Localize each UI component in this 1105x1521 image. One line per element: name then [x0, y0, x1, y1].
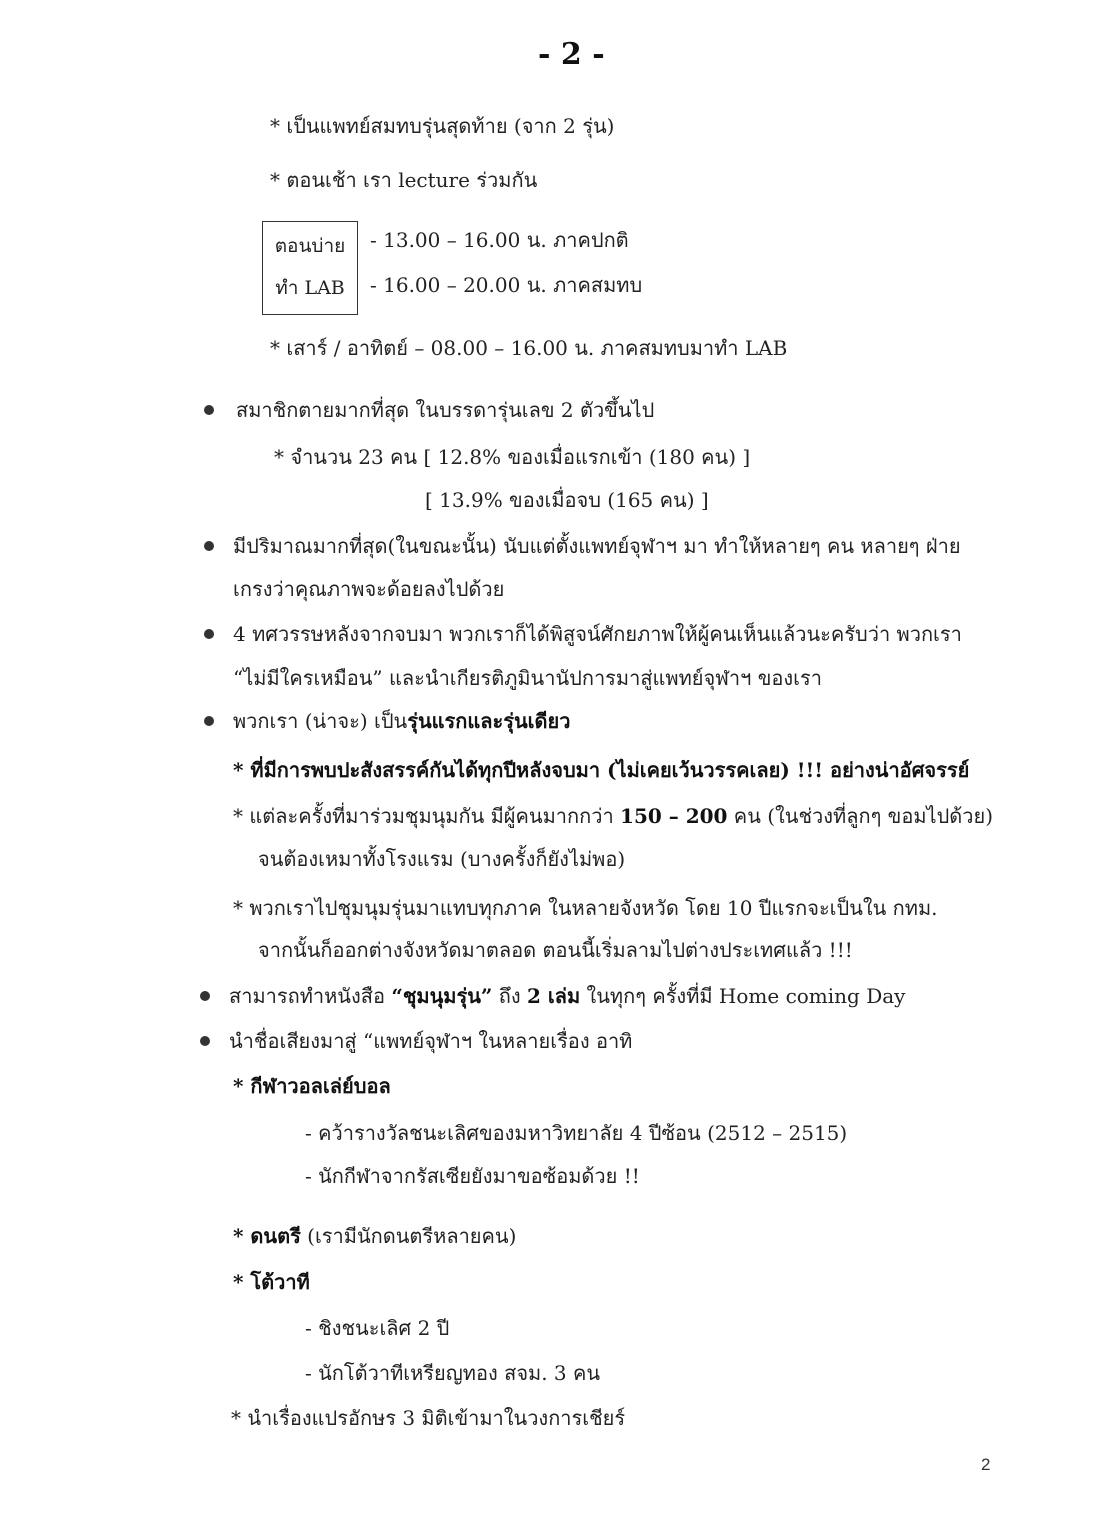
bullet-2-line-2: เกรงว่าคุณภาพจะด้อยลงไปด้วย	[233, 577, 505, 601]
bullet-dot	[204, 541, 214, 551]
debate-item-1: - ชิงชนะเลิศ 2 ปี	[305, 1316, 450, 1340]
bullet-dot	[204, 405, 214, 415]
cheer-line: * นำเรื่องแปรอักษร 3 มิติเข้ามาในวงการเชียร์	[231, 1406, 626, 1430]
schedule-regular: - 13.00 – 16.00 น. ภาคปกติ	[370, 228, 629, 252]
bullet-4-sub-2-line-2: จนต้องเหมาทั้งโรงแรม (บางครั้งก็ยังไม่พอ)	[258, 847, 626, 871]
music-heading: * ดนตรี	[233, 1224, 301, 1248]
bullet-dot	[200, 1036, 210, 1046]
bullet-4-sub-2	[233, 803, 993, 829]
bullet-4-sub-1: * ที่มีการพบปะสังสรรค์กันได้ทุกปีหลังจบมา (ไม่เคยเว้นวรรคเลย) !!! อย่างน่าอัศจรรย์	[233, 758, 970, 782]
bullet-dot	[204, 629, 214, 639]
bullet-dot	[200, 991, 210, 1001]
music-line	[233, 1223, 516, 1249]
schedule-extra: - 16.00 – 20.00 น. ภาคสมทบ	[370, 273, 643, 297]
bullet-5-pre: สามารถทำหนังสือ	[229, 984, 392, 1008]
bullet-1-text: สมาชิกตายมากที่สุด ในบรรดารุ่นเลข 2 ตัวขึ้นไป	[236, 398, 655, 422]
page-header: - 2 -	[538, 37, 605, 72]
bullet-4-bold: รุ่นแรกและรุ่นเดียว	[407, 709, 571, 733]
bullet-dot	[204, 716, 214, 726]
top-item-2: * ตอนเช้า เรา lecture ร่วมกัน	[270, 168, 538, 192]
bullet-4-sub-3-line-1: * พวกเราไปชุมนุมรุ่นมาแทบทุกภาค ในหลายจังหวัด โดย 10 ปีแรกจะเป็นใน กทม.	[233, 896, 938, 920]
music-note: (เรามีนักดนตรีหลายคน)	[300, 1224, 517, 1248]
bullet-4-text	[233, 708, 570, 734]
top-item-1: * เป็นแพทย์สมทบรุ่นสุดท้าย (จาก 2 รุ่น)	[270, 114, 615, 138]
bullet-4-sub-2-post: คน (ในช่วงที่ลูกๆ ขอมไปด้วย)	[727, 804, 994, 828]
bullet-2-line-1: มีปริมาณมากที่สุด(ในขณะนั้น) นับแต่ตั้งแพทย์จุฬาฯ มา ทำให้หลายๆ คน หลายๆ ฝ่าย	[233, 534, 961, 558]
afternoon-lab-box	[262, 221, 358, 315]
bullet-4-prefix: พวกเรา (น่าจะ) เป็น	[233, 709, 408, 733]
weekend-schedule: * เสาร์ / อาทิตย์ – 08.00 – 16.00 น. ภาคสมทบมาทำ LAB	[270, 336, 788, 360]
volleyball-heading: * กีฬาวอลเล่ย์บอล	[233, 1074, 391, 1098]
page-number: 2	[981, 1455, 991, 1474]
bullet-4-sub-3-line-2: จากนั้นก็ออกต่างจังหวัดมาตลอด ตอนนี้เริ่มลามไปต่างประเทศแล้ว !!!	[258, 938, 853, 962]
volleyball-item-2: - นักกีฬาจากรัสเซียยังมาขอซ้อมด้วย !!	[305, 1164, 640, 1188]
bullet-5-bold-2: 2 เล่ม	[526, 984, 581, 1008]
bullet-4-sub-2-pre: * แต่ละครั้งที่มาร่วมชุมนุมกัน มีผู้คนมากกว่า	[233, 804, 621, 828]
bullet-5-bold-1: “ชุมนุมรุ่น”	[391, 984, 493, 1008]
bullet-3-line-2: “ไม่มีใครเหมือน” และนำเกียรติภูมินานัปการมาสู่แพทย์จุฬาฯ ของเรา	[233, 666, 822, 690]
bullet-5-mid: ถึง	[492, 984, 527, 1008]
volleyball-item-1: - คว้ารางวัลชนะเลิศของมหาวิทยาลัย 4 ปีซ้อน (2512 – 2515)	[305, 1121, 848, 1145]
bullet-4-sub-2-bold: 150 – 200	[620, 804, 728, 828]
debate-item-2: - นักโต้วาทีเหรียญทอง สจม. 3 คน	[305, 1361, 601, 1385]
bullet-6-text: นำชื่อเสียงมาสู่ “แพทย์จุฬาฯ ในหลายเรื่อง อาทิ	[229, 1029, 633, 1053]
bullet-5-post: ในทุกๆ ครั้งที่มี Home coming Day	[580, 984, 906, 1008]
debate-heading: * โต้วาที	[233, 1270, 310, 1294]
bullet-1-sub-1: * จำนวน 23 คน [ 12.8% ของเมื่อแรกเข้า (180 คน) ]	[274, 445, 751, 469]
box-line-1: ตอนบ่าย	[274, 235, 346, 257]
bullet-1-sub-2: [ 13.9% ของเมื่อจบ (165 คน) ]	[425, 488, 709, 512]
box-line-2: ทำ LAB	[275, 277, 345, 299]
bullet-3-line-1: 4 ทศวรรษหลังจากจบมา พวกเราก็ได้พิสูจน์ศักยภาพให้ผู้คนเห็นแล้วนะครับว่า พวกเรา	[233, 622, 962, 646]
bullet-5-text	[229, 983, 905, 1009]
